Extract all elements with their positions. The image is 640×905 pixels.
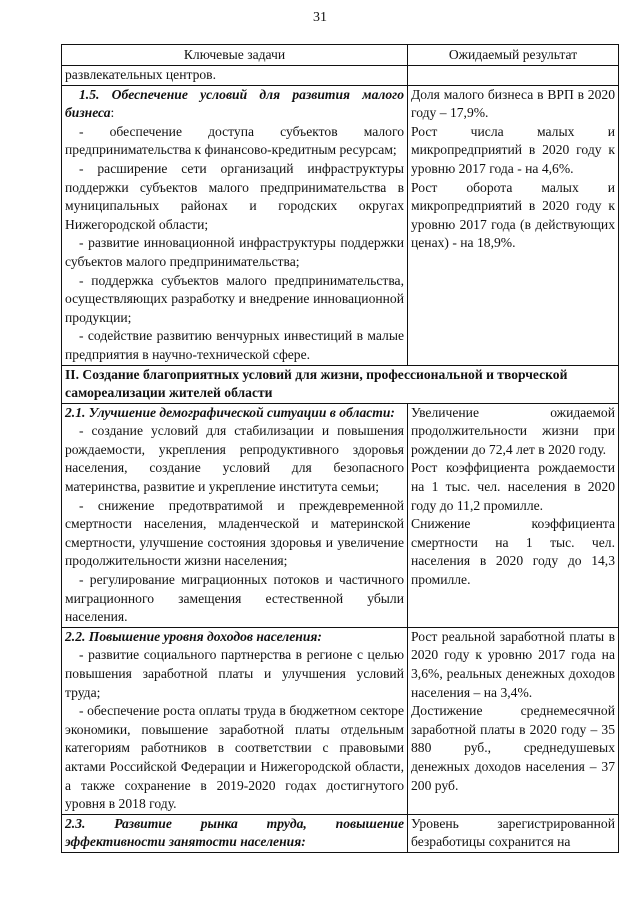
tasks-table bbox=[61, 44, 619, 853]
result-item: Рост числа малых и микропредприятий в 2020 году к уровню 2017 года - на 4,6%. bbox=[411, 123, 615, 176]
page-number: 31 bbox=[313, 10, 327, 25]
task-item: - создание условий для стабилизации и повышения рождаемости, укрепления репродуктивного здоровья населения, создание условий для безопасного материнства, развитие и укрепление института семьи; bbox=[65, 423, 404, 495]
carryover-text: развлекательных центров. bbox=[62, 66, 408, 86]
task-item: - расширение сети организаций инфраструктуры поддержки субъектов малого предпринимательства в муниципальных районах и городских округах Нижегородской области; bbox=[65, 160, 404, 232]
result-item: Рост коэффициента рождаемости на 1 тыс. чел. населения в 2020 году до 11,2 промилле. bbox=[411, 460, 615, 513]
task-item: - развитие социального партнерства в регионе с целью повышения заработной платы и улучшения условий труда; bbox=[65, 647, 404, 700]
section-heading-row bbox=[62, 365, 619, 403]
results-cell-2-2 bbox=[408, 627, 619, 814]
results-cell-2-1 bbox=[408, 403, 619, 627]
task-item: - поддержка субъектов малого предпринимательства, осуществляющих разработку и внедрение инновационной продукции; bbox=[65, 272, 404, 325]
tasks-cell-1-5 bbox=[62, 85, 408, 365]
result-item: Увеличение ожидаемой продолжительности жизни при рождении до 72,4 лет в 2020 году. bbox=[411, 404, 615, 457]
carryover-empty bbox=[408, 66, 619, 86]
table-row-2-3 bbox=[62, 814, 619, 852]
task-item: - содействие развитию венчурных инвестиций в малые предприятия в научно-технической сфере. bbox=[65, 328, 404, 362]
table-row bbox=[62, 66, 619, 86]
result-item: Доля малого бизнеса в ВРП в 2020 году – 17,9%. bbox=[411, 86, 615, 121]
result-item: Уровень зарегистрированной безработицы сохранится на bbox=[411, 815, 615, 850]
results-cell-1-5 bbox=[408, 85, 619, 365]
results-cell-2-3 bbox=[408, 814, 619, 852]
result-item: Рост реальной заработной платы в 2020 году к уровню 2017 года на 3,6%, реальных денежных доходов населения – на 3,4%. bbox=[411, 628, 615, 700]
block-title-2-1: 2.1. Улучшение демографической ситуации в области: bbox=[65, 404, 395, 420]
task-item: - снижение предотвратимой и преждевременной смертности населения, младенческой и материнской смертности, улучшение состояния здоровья и увеличение продолжительности жизни населения; bbox=[65, 497, 404, 569]
tasks-cell-2-1 bbox=[62, 403, 408, 627]
result-item: Достижение среднемесячной заработной платы в 2020 году – 35 880 руб., среднедушевых денежных доходов населения – 37 200 руб. bbox=[411, 703, 615, 793]
table-row-2-1 bbox=[62, 403, 619, 627]
table-row-1-5 bbox=[62, 85, 619, 365]
block-title-2-2: 2.2. Повышение уровня доходов населения: bbox=[65, 628, 322, 644]
result-item: Рост оборота малых и микропредприятий в 2020 году к уровню 2017 года (в действующих ценах) - на 18,9%. bbox=[411, 179, 615, 251]
task-item: - развитие инновационной инфраструктуры поддержки субъектов малого предпринимательства; bbox=[65, 235, 404, 269]
section-heading-2: II. Создание благоприятных условий для жизни, профессиональной и творческой самореализации жителей области bbox=[62, 365, 619, 403]
block-title-1-5: 1.5. Обеспечение условий для развития малого бизнеса bbox=[65, 86, 404, 121]
header-expected-result: Ожидаемый результат bbox=[408, 45, 619, 66]
task-item: - обеспечение роста оплаты труда в бюджетном секторе экономики, повышение заработной платы отдельным категориям работников в соответствии с правовыми актами Российской Федерации и Нижегородской области, а также сохранение в 2019-2020 годах достигнутого уровня в 2018 году. bbox=[65, 703, 404, 812]
tasks-cell-2-3 bbox=[62, 814, 408, 852]
task-item: - регулирование миграционных потоков и частичного миграционного замещения естественной убыли населения. bbox=[65, 572, 404, 625]
table-header-row bbox=[62, 45, 619, 66]
result-item: Снижение коэффициента смертности на 1 тыс. чел. населения в 2020 году до 14,3 промилле. bbox=[411, 516, 615, 588]
header-key-tasks: Ключевые задачи bbox=[62, 45, 408, 66]
tasks-cell-2-2 bbox=[62, 627, 408, 814]
block-title-1-5-colon: : bbox=[110, 105, 115, 121]
table-row-2-2 bbox=[62, 627, 619, 814]
task-item: - обеспечение доступа субъектов малого предпринимательства к финансово-кредитным ресурсам; bbox=[65, 123, 404, 158]
block-title-2-3: 2.3. Развитие рынка труда, повышение эффективности занятости населения: bbox=[65, 815, 404, 850]
